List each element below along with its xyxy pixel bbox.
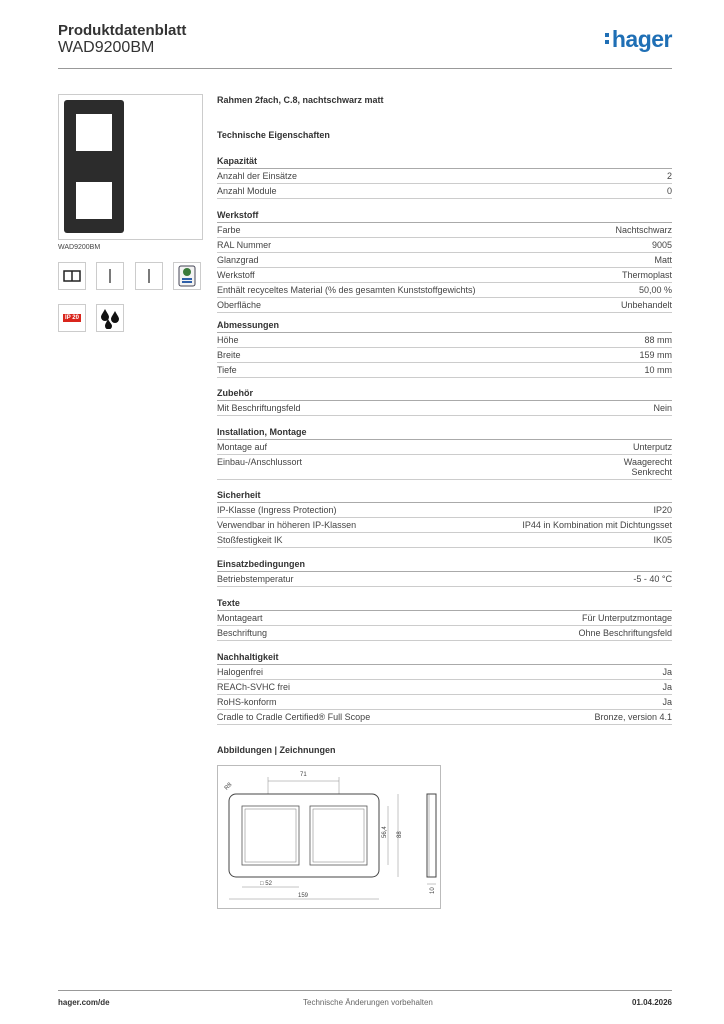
footer-notice: Technische Änderungen vorbehalten [303,998,433,1007]
ip20-badge [58,304,86,332]
hager-logo [605,26,672,53]
section-material [217,210,672,313]
section-title: Zubehör [217,388,672,401]
section-texts [217,598,672,641]
spec-row: REACh-SVHC frei Ja [217,680,672,695]
footer-website-link[interactable]: hager.com/de [58,998,110,1007]
double-frame-icon [58,262,86,290]
dim-depth: 10 [430,887,436,894]
horizontal-mount-icon [135,262,163,290]
document-title: Produktdatenblatt [58,22,187,39]
ip-badge-label: IP 20 [65,315,79,321]
spec-row: Anzahl der Einsätze 2 [217,169,672,184]
section-dimensions [217,320,672,378]
section-installation [217,427,672,480]
dim-inner-width: □ 52 [260,881,272,887]
spec-row: Anzahl Module 0 [217,184,672,199]
spec-row: Halogenfrei Ja [217,665,672,680]
logo-dots-icon [605,30,610,47]
header-divider [58,68,672,69]
spec-row: IP-Klasse (Ingress Protection) IP20 [217,503,672,518]
section-title: Einsatzbedingungen [217,559,672,572]
spec-row: Einbau-/Anschlussort Waagerecht Senkrecht [217,455,672,480]
dim-height: 88 [397,831,403,838]
spec-row: Montage auf Unterputz [217,440,672,455]
spec-row: Stoßfestigkeit IK IK05 [217,533,672,548]
dim-top: 71 [300,772,307,778]
spec-row: Verwendbar in höheren IP-Klassen IP44 in Kombination mit Dichtungsset [217,518,672,533]
section-title: Installation, Montage [217,427,672,440]
spec-row: Glanzgrad Matt [217,253,672,268]
section-title: Kapazität [217,156,672,169]
section-sustainability [217,652,672,725]
dim-width: 159 [298,893,309,899]
section-capacity [217,156,672,199]
section-title: Sicherheit [217,490,672,503]
spec-row: Höhe 88 mm [217,333,672,348]
spec-row: Montageart Für Unterputzmontage [217,611,672,626]
section-title: Abmessungen [217,320,672,333]
tech-properties-heading: Technische Eigenschaften [217,130,330,140]
section-title: Texte [217,598,672,611]
spec-row: RoHS-konform Ja [217,695,672,710]
dim-inner-height: 56,4 [382,826,388,838]
certification-label-icon [173,262,201,290]
product-sku: WAD9200BM [58,39,155,56]
spec-row: Werkstoff Thermoplast [217,268,672,283]
logo-text: hager [611,26,672,52]
dim-radius: R8 [223,781,234,792]
footer-divider [58,990,672,991]
spec-row: Mit Beschriftungsfeld Nein [217,401,672,416]
spec-row: Cradle to Cradle Certified® Full Scope Bronze, version 4.1 [217,710,672,725]
spec-row: Tiefe 10 mm [217,363,672,378]
product-description: Rahmen 2fach, C.8, nachtschwarz matt [217,95,384,105]
vertical-mount-icon [96,262,124,290]
section-operating-conditions [217,559,672,587]
spec-row: Oberfläche Unbehandelt [217,298,672,313]
section-title: Nachhaltigkeit [217,652,672,665]
section-safety [217,490,672,548]
spec-row: RAL Nummer 9005 [217,238,672,253]
product-image-caption: WAD9200BM [58,244,101,251]
section-accessories [217,388,672,416]
spec-row: Enthält recyceltes Material (% des gesamten Kunststoffgewichts) 50,00 % [217,283,672,298]
spec-row: Breite 159 mm [217,348,672,363]
product-image [58,94,203,240]
frame-picture [64,100,124,233]
spec-row: Beschriftung Ohne Beschriftungsfeld [217,626,672,641]
drawings-heading: Abbildungen | Zeichnungen [217,745,336,755]
technical-drawing [217,765,441,909]
footer-date: 01.04.2026 [631,998,672,1007]
spec-row: Farbe Nachtschwarz [217,223,672,238]
section-title: Werkstoff [217,210,672,223]
spec-row: Betriebstemperatur -5 - 40 °C [217,572,672,587]
water-drops-icon [96,304,124,332]
